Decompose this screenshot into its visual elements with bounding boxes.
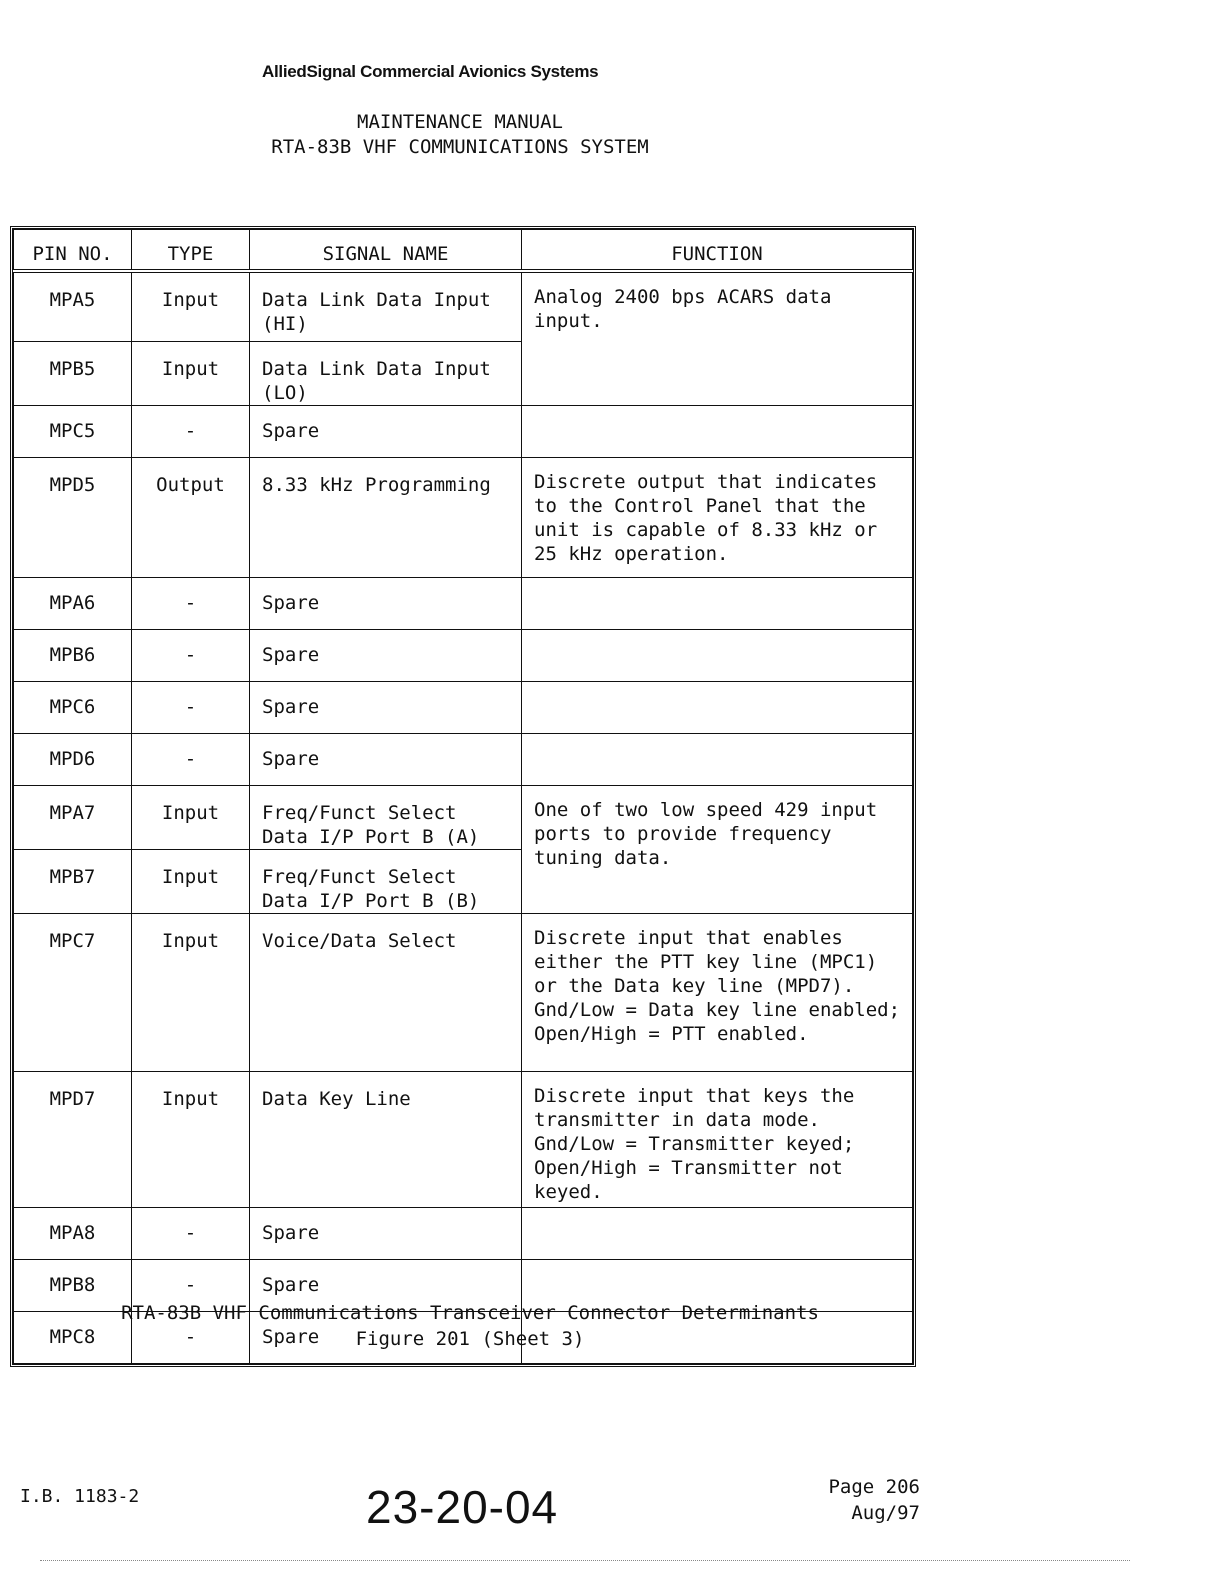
table-row <box>14 271 913 341</box>
pin-cell: MPB6 <box>14 629 132 681</box>
type-cell: Input <box>132 271 250 341</box>
type-cell: - <box>132 1311 250 1363</box>
type-cell: - <box>132 405 250 457</box>
pin-cell: MPC6 <box>14 681 132 733</box>
pin-cell: MPD5 <box>14 457 132 577</box>
figure-caption-title: RTA-83B VHF Communications Transceiver Connector Determinants <box>121 1302 819 1324</box>
pin-cell: MPC5 <box>14 405 132 457</box>
table-row <box>14 913 913 1071</box>
table-row <box>14 629 913 681</box>
figure-caption-number: Figure 201 (Sheet 3) <box>355 1328 585 1350</box>
pin-cell: MPB7 <box>14 849 132 913</box>
table-row <box>14 785 913 849</box>
scan-line <box>40 1560 1130 1561</box>
manual-title-line2: RTA-83B VHF COMMUNICATIONS SYSTEM <box>271 136 649 158</box>
type-cell: - <box>132 1259 250 1311</box>
function-cell: Discrete input that keys the transmitter in data mode. Gnd/Low = Transmitter keyed; Open/High = Transmitter not keyed. <box>522 1071 913 1207</box>
figure-caption <box>90 1300 850 1352</box>
page-info <box>790 1474 920 1526</box>
table-row <box>14 577 913 629</box>
col-header-function: FUNCTION <box>522 230 913 272</box>
page-number: Page 206 <box>828 1476 920 1498</box>
signal-cell: Spare <box>250 681 522 733</box>
table-header-row <box>14 230 913 272</box>
function-cell <box>522 405 913 457</box>
type-cell: - <box>132 733 250 785</box>
signal-cell: Spare <box>250 1207 522 1259</box>
pin-cell: MPB5 <box>14 341 132 405</box>
document-number: 23-20-04 <box>366 1481 559 1533</box>
table-row <box>14 1207 913 1259</box>
manual-title <box>240 110 680 160</box>
function-cell: One of two low speed 429 input ports to provide frequency tuning data. <box>522 785 913 913</box>
pin-cell: MPD7 <box>14 1071 132 1207</box>
pin-cell: MPA5 <box>14 271 132 341</box>
function-cell <box>522 577 913 629</box>
col-header-signal: SIGNAL NAME <box>250 230 522 272</box>
manual-title-line1: MAINTENANCE MANUAL <box>357 111 563 133</box>
table-row <box>14 681 913 733</box>
function-cell <box>522 733 913 785</box>
signal-cell: Data Key Line <box>250 1071 522 1207</box>
function-cell <box>522 1207 913 1259</box>
signal-cell: Data Link Data Input (HI) <box>250 271 522 341</box>
pin-cell: MPA7 <box>14 785 132 849</box>
company-name: AlliedSignal Commercial Avionics Systems <box>262 62 599 81</box>
signal-cell: Voice/Data Select <box>250 913 522 1071</box>
signal-cell: Spare <box>250 1311 522 1363</box>
pin-cell: MPD6 <box>14 733 132 785</box>
type-cell: Input <box>132 913 250 1071</box>
signal-cell: Data Link Data Input (LO) <box>250 341 522 405</box>
pin-cell: MPB8 <box>14 1259 132 1311</box>
signal-cell: Spare <box>250 1259 522 1311</box>
function-cell <box>522 629 913 681</box>
type-cell: Input <box>132 1071 250 1207</box>
signal-cell: Freq/Funct Select Data I/P Port B (B) <box>250 849 522 913</box>
table-row <box>14 733 913 785</box>
signal-cell: 8.33 kHz Programming <box>250 457 522 577</box>
signal-cell: Freq/Funct Select Data I/P Port B (A) <box>250 785 522 849</box>
pin-cell: MPC8 <box>14 1311 132 1363</box>
col-header-pin: PIN NO. <box>14 230 132 272</box>
type-cell: - <box>132 577 250 629</box>
signal-cell: Spare <box>250 733 522 785</box>
table-row <box>14 457 913 577</box>
page-date: Aug/97 <box>851 1502 920 1524</box>
pin-cell: MPA6 <box>14 577 132 629</box>
table-row <box>14 1071 913 1207</box>
col-header-type: TYPE <box>132 230 250 272</box>
function-cell: Analog 2400 bps ACARS data input. <box>522 271 913 405</box>
connector-table <box>10 226 916 1367</box>
type-cell: - <box>132 1207 250 1259</box>
type-cell: - <box>132 629 250 681</box>
type-cell: Input <box>132 849 250 913</box>
type-cell: Input <box>132 785 250 849</box>
table-row <box>14 405 913 457</box>
signal-cell: Spare <box>250 405 522 457</box>
pin-cell: MPA8 <box>14 1207 132 1259</box>
function-cell <box>522 681 913 733</box>
type-cell: - <box>132 681 250 733</box>
signal-cell: Spare <box>250 577 522 629</box>
type-cell: Output <box>132 457 250 577</box>
type-cell: Input <box>132 341 250 405</box>
pin-cell: MPC7 <box>14 913 132 1071</box>
function-cell: Discrete input that enables either the PTT key line (MPC1) or the Data key line (MPD7). Gnd/Low = Data key line enabled; Open/High = PTT enabled. <box>522 913 913 1071</box>
function-cell: Discrete output that indicates to the Control Panel that the unit is capable of 8.33 kHz or 25 kHz operation. <box>522 457 913 577</box>
signal-cell: Spare <box>250 629 522 681</box>
ib-number: I.B. 1183-2 <box>20 1486 140 1507</box>
